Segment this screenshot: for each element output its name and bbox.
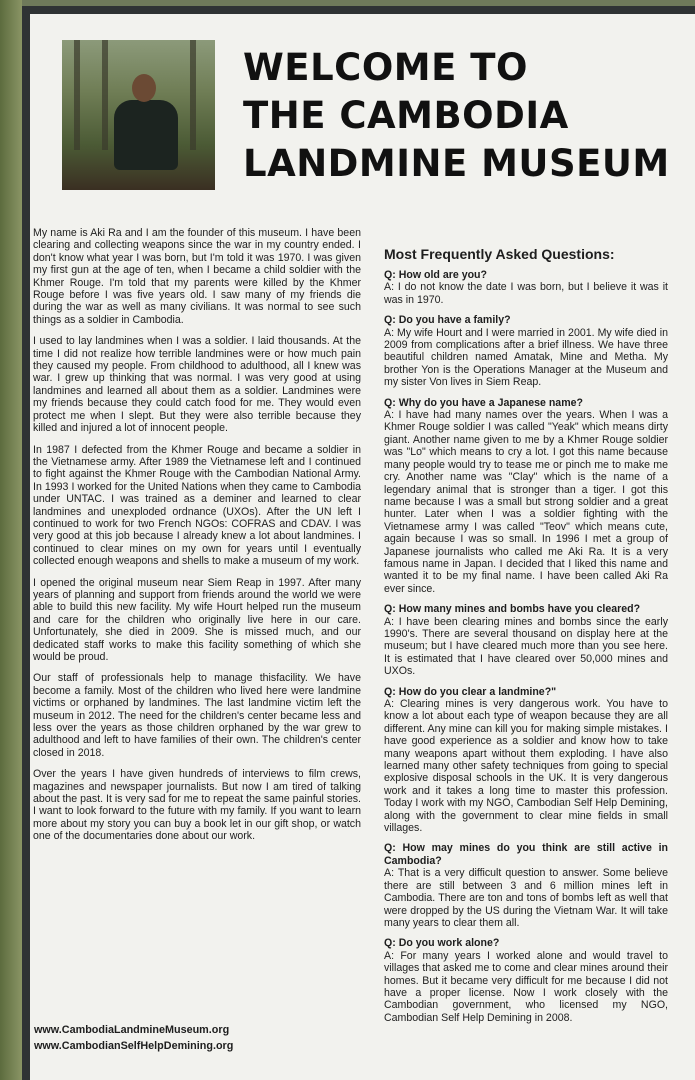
story-paragraph: I opened the original museum near Siem Reap in 1997. After many years of planning and support from friends around the world we were able to build this new facility. My wife Hourt helped run the museum and care for the children who originally live here in our care. Unfortunately, she died in 2009. She is missed much, and our dedicated staff works to make this facility something of which she would be proud. — [33, 576, 361, 663]
story-paragraph: My name is Aki Ra and I am the founder of this museum. I have been clearing and collecting weapons since the war in my country ended. I don't know what year I was born, but I'm told it was 1970. I was given my first gun at the age of ten, when I became a child soldier with the Khmer Rouge. I'm told that my parents were killed by the Khmer Rouge before I was five years old. I saw many of my friends die during the war as well as many civilians. It was normal to see such things as a soldier in Cambodia. — [33, 227, 361, 326]
photo-person-body — [114, 100, 178, 170]
story-paragraph: In 1987 I defected from the Khmer Rouge and became a soldier in the Vietnamese army. After 1989 the Vietnamese left and I continued to fight against the Khmer Rouge with the Cambodian National Army. In 1993 I worked for the United Nations when they came to Cambodia under UNTAC. I was trained as a deminer and learned to clear landmines and unexploded ordnance (UXOs). After the UN left I continued to work for two French NGOs: COFRAS and CDAV. I was very good at this job because I already knew a lot about landmines. I continued to clear mines on my own for years until I eventually collected enough weapons and shells to make a museum of my work. — [33, 443, 361, 568]
faq-question: Q: Do you have a family? — [384, 314, 511, 327]
faq-question: Q: How may mines do you think are still active in Cambodia? — [384, 842, 668, 867]
faq-answer: A: I have been clearing mines and bombs since the early 1990's. There are several thousand on display here at the museum; but I have cleared much more than you see here. It is estimated that I have cleared over 50,000 mines and UXOs. — [384, 615, 668, 678]
demining-website-link: www.CambodianSelfHelpDemining.org — [34, 1040, 234, 1052]
faq-answer: A: That is a very difficult question to answer. Some believe there are still between 3 and 6 million mines left in Cambodia. There are ton and tons of bombs left as well that were dropped by the US during the Vietnam War. It will take many years to clear them all. — [384, 867, 668, 929]
faq-heading: Most Frequently Asked Questions: — [384, 246, 615, 262]
museum-title — [243, 44, 670, 188]
title-line: WELCOME TO — [243, 46, 528, 89]
story-paragraph: I used to lay landmines when I was a soldier. I laid thousands. At the time I did not realize how terrible landmines were or how much pain they caused my people. From childhood to adulthood, all I knew was war. I grew up thinking that was normal. I was very good at using landmines and learned all about them as a soldier. Landmines were my friends because they could catch food for me. They would even protect me when I slept. But they were also terrible because they killed and injured a lot of innocent people. — [33, 335, 361, 435]
faq-answer: A: Clearing mines is very dangerous work. You have to know a lot about each type of weapon because they are all different. Any mine can kill you for making simple mistakes. I have good experience as a soldier and know how to take many weapons apart without them exploding. I have also learned many other safety techniques from going to special explosive disposal schools in the UK. It is very dangerous work and it takes a long time to master this profession. Today I work with my NGO, Cambodian Self Help Demining, along with the government to clear mine fields in small villages. — [384, 698, 668, 835]
faq-question: Q: How old are you? — [384, 269, 487, 281]
photo-tree — [74, 40, 80, 150]
faq-section — [384, 245, 668, 1032]
faq-answer: A: My wife Hourt and I were married in 2001. My wife died in 2009 from complications after a brief illness. We have three beautiful children named Amatak, Mine and Metha. My brother Yon is the Operations Manager at the Museum and my sister Von lives in Siem Reap. — [384, 326, 668, 389]
faq-question: Q: How do you clear a landmine?" — [384, 685, 557, 698]
wall-edge — [0, 0, 22, 1080]
faq-answer: A: For many years I worked alone and would travel to villages that asked me to come and clear mines around their homes. But it became very difficult for me because I did not have a proper license. Now I work closely with the Cambodian government, who licensed my NGO, Cambodian Self Help Demining in 2008. — [384, 949, 668, 1024]
story-paragraph: Our staff of professionals help to manage thisfacility. We have become a family. Most of the children who lived here were landmine victims or orphaned by landmines. The last landmine victim left the museum in 2012. The need for the children's center became less and less over the years as those children orphaned by the war grew to adulthood and left to have families of their own. The children's center closed in 2018. — [33, 672, 361, 759]
museum-website-link: www.CambodiaLandmineMuseum.org — [34, 1024, 230, 1036]
faq-question: Q: Why do you have a Japanese name? — [384, 396, 583, 409]
photo-person-head — [132, 74, 156, 102]
website-links — [34, 1022, 233, 1054]
founder-story — [33, 227, 361, 852]
title-line: THE CAMBODIA — [243, 94, 569, 137]
faq-answer: A: I have had many names over the years. When I was a Khmer Rouge soldier I was called "Yeak" which means dirty giant. Another name given to me by a Khmer Rouge soldier was "Lo" which means to cry a lot. I got this name because many people would try to tease me or pinch me to make me cry. Another name was "Clay" which is the name of a legendary animal that is stronger than a tiger. I got this name because I was a small but strong soldier and a great hunter. Later when I was a soldier fighting with the Vietnamese army I was called "Teov" which means cute, again because I was so small. In 1996 I met a group of Japanese journalists who called me Aki Ra. It is a very famous name in Japan. I decided that I liked this name and wanted it to be my final name. I have been called Aki Ra ever since. — [384, 409, 668, 595]
founder-photo — [62, 40, 215, 190]
title-line: LANDMINE MUSEUM — [243, 142, 670, 185]
story-paragraph: Over the years I have given hundreds of interviews to film crews, magazines and newspaper journalists. But now I am tired of talking about the past. It is very sad for me to repeat the same painful stories. I want to look forward to the future with my family. If you want to learn more about my story you can buy a book let in our gift shop, or watch one of the documentaries done about our work. — [33, 768, 361, 843]
photo-tree — [102, 40, 108, 150]
faq-answer: A: I do not know the date I was born, but I believe it was it was in 1970. — [384, 281, 668, 306]
faq-question: Q: Do you work alone? — [384, 937, 500, 950]
faq-question: Q: How many mines and bombs have you cleared? — [384, 603, 641, 616]
photo-tree — [190, 40, 196, 150]
